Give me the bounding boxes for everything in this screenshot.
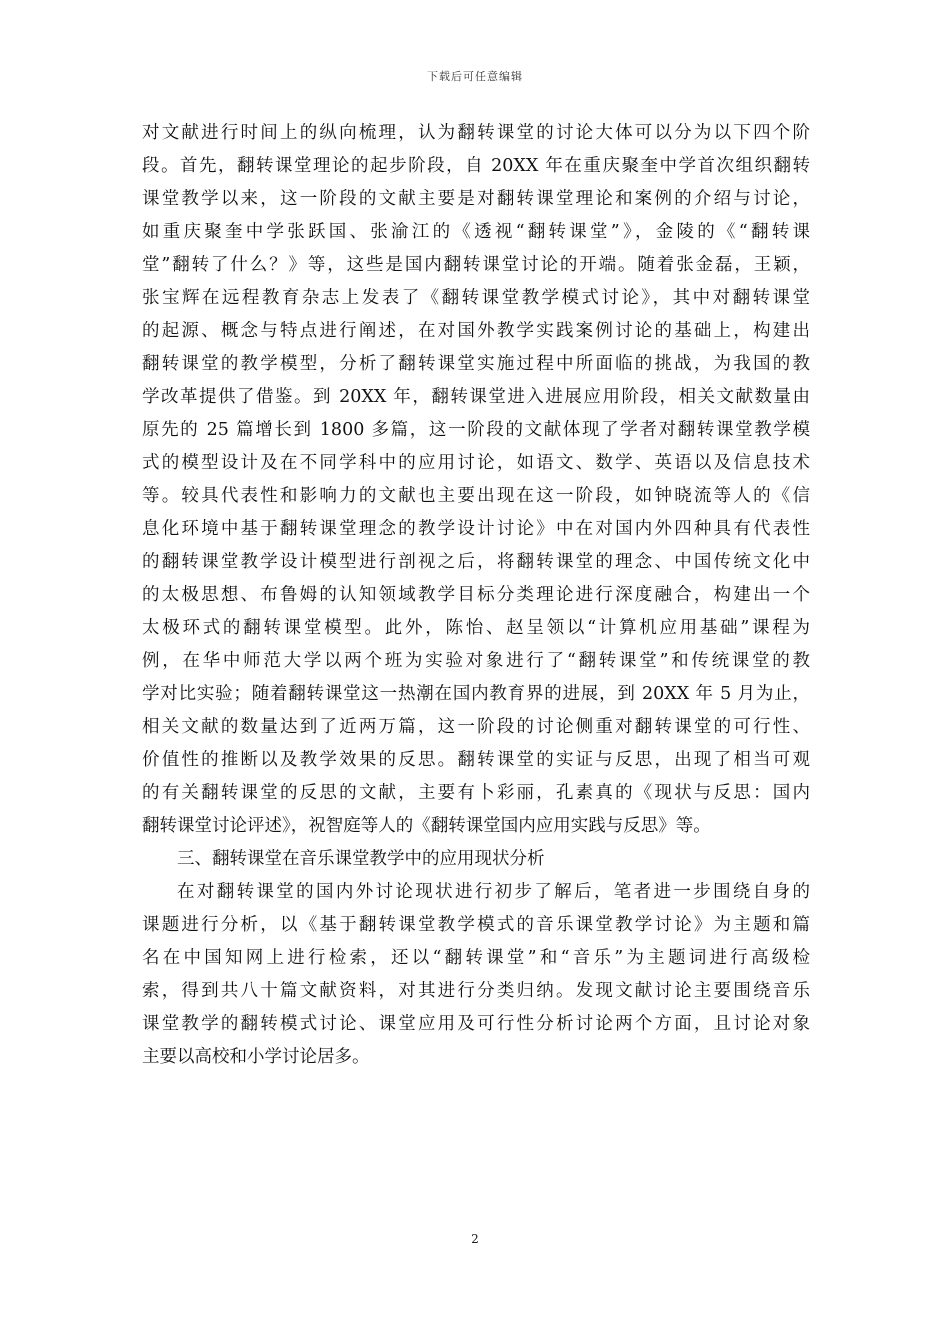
section-heading (142, 843, 810, 876)
text-line: 翻转课堂的教学模型，分析了翻转课堂实施过程中所面临的挑战，为我国的教 (142, 354, 810, 374)
text-line: 张宝辉在远程教育杂志上发表了《翻转课堂教学模式讨论》，其中对翻转课堂 (142, 288, 810, 308)
text-line: 息化环境中基于翻转课堂理念的教学设计讨论》中在对国内外四种具有代表性 (142, 519, 810, 539)
text-line: 课题进行分析，以《基于翻转课堂教学模式的音乐课堂教学讨论》为主题和篇 (142, 915, 810, 935)
text-line: 的起源、概念与特点进行阐述，在对国外教学实践案例讨论的基础上，构建出 (142, 321, 810, 341)
text-line: 课堂教学以来，这一阶段的文献主要是对翻转课堂理论和案例的介绍与讨论， (142, 189, 810, 209)
text-line: 段。首先，翻转课堂理论的起步阶段，自 20XX 年在重庆聚奎中学首次组织翻转 (142, 156, 810, 176)
paragraph (142, 117, 810, 843)
text-line: 主要以高校和小学讨论居多。 (142, 1047, 370, 1067)
text-line: 如重庆聚奎中学张跃国、张渝江的《透视“翻转课堂”》，金陵的《“翻转课 (142, 222, 810, 242)
text-line: 的有关翻转课堂的反思的文献，主要有卜彩丽，孔素真的《现状与反思：国内 (142, 783, 810, 803)
text-line: 的翻转课堂教学设计模型进行剖视之后，将翻转课堂的理念、中国传统文化中 (142, 552, 810, 572)
text-line: 太极环式的翻转课堂模型。此外，陈怡、赵呈领以“计算机应用基础”课程为 (142, 618, 810, 638)
text-line: 式的模型设计及在不同学科中的应用讨论，如语文、数学、英语以及信息技术 (142, 453, 810, 473)
text-line: 学对比实验；随着翻转课堂这一热潮在国内教育界的进展，到 20XX 年 5 月为止， (142, 684, 810, 704)
document-body (142, 117, 810, 1074)
text-line: 原先的 25 篇增长到 1800 多篇，这一阶段的文献体现了学者对翻转课堂教学模 (142, 420, 810, 440)
text-line: 堂”翻转了什么？》等，这些是国内翻转课堂讨论的开端。随着张金磊，王颖， (142, 255, 810, 275)
text-line: 索，得到共八十篇文献资料，对其进行分类归纳。发现文献讨论主要围绕音乐 (142, 981, 810, 1001)
text-line: 学改革提供了借鉴。到 20XX 年，翻转课堂进入进展应用阶段，相关文献数量由 (142, 387, 810, 407)
heading-text: 三、翻转课堂在音乐课堂教学中的应用现状分析 (177, 849, 545, 869)
text-line: 的太极思想、布鲁姆的认知领域教学目标分类理论进行深度融合，构建出一个 (142, 585, 810, 605)
text-line: 例，在华中师范大学以两个班为实验对象进行了“翻转课堂”和传统课堂的教 (142, 651, 810, 671)
text-line: 课堂教学的翻转模式讨论、课堂应用及可行性分析讨论两个方面，且讨论对象 (142, 1014, 810, 1034)
paragraph (142, 876, 810, 1074)
text-line: 翻转课堂讨论评述》，祝智庭等人的《翻转课堂国内应用实践与反思》等。 (142, 816, 711, 836)
text-line: 价值性的推断以及教学效果的反思。翻转课堂的实证与反思，出现了相当可观 (142, 750, 810, 770)
text-line: 在对翻转课堂的国内外讨论现状进行初步了解后，笔者进一步围绕自身的 (177, 882, 810, 902)
text-line: 名在中国知网上进行检索，还以“翻转课堂”和“音乐”为主题词进行高级检 (142, 948, 810, 968)
text-line: 相关文献的数量达到了近两万篇，这一阶段的讨论侧重对翻转课堂的可行性、 (142, 717, 810, 737)
page-header: 下载后可任意编辑 (427, 70, 523, 83)
text-line: 等。较具代表性和影响力的文献也主要出现在这一阶段，如钟晓流等人的《信 (142, 486, 810, 506)
page-number: 2 (471, 1232, 479, 1246)
text-line: 对文献进行时间上的纵向梳理，认为翻转课堂的讨论大体可以分为以下四个阶 (142, 123, 810, 143)
